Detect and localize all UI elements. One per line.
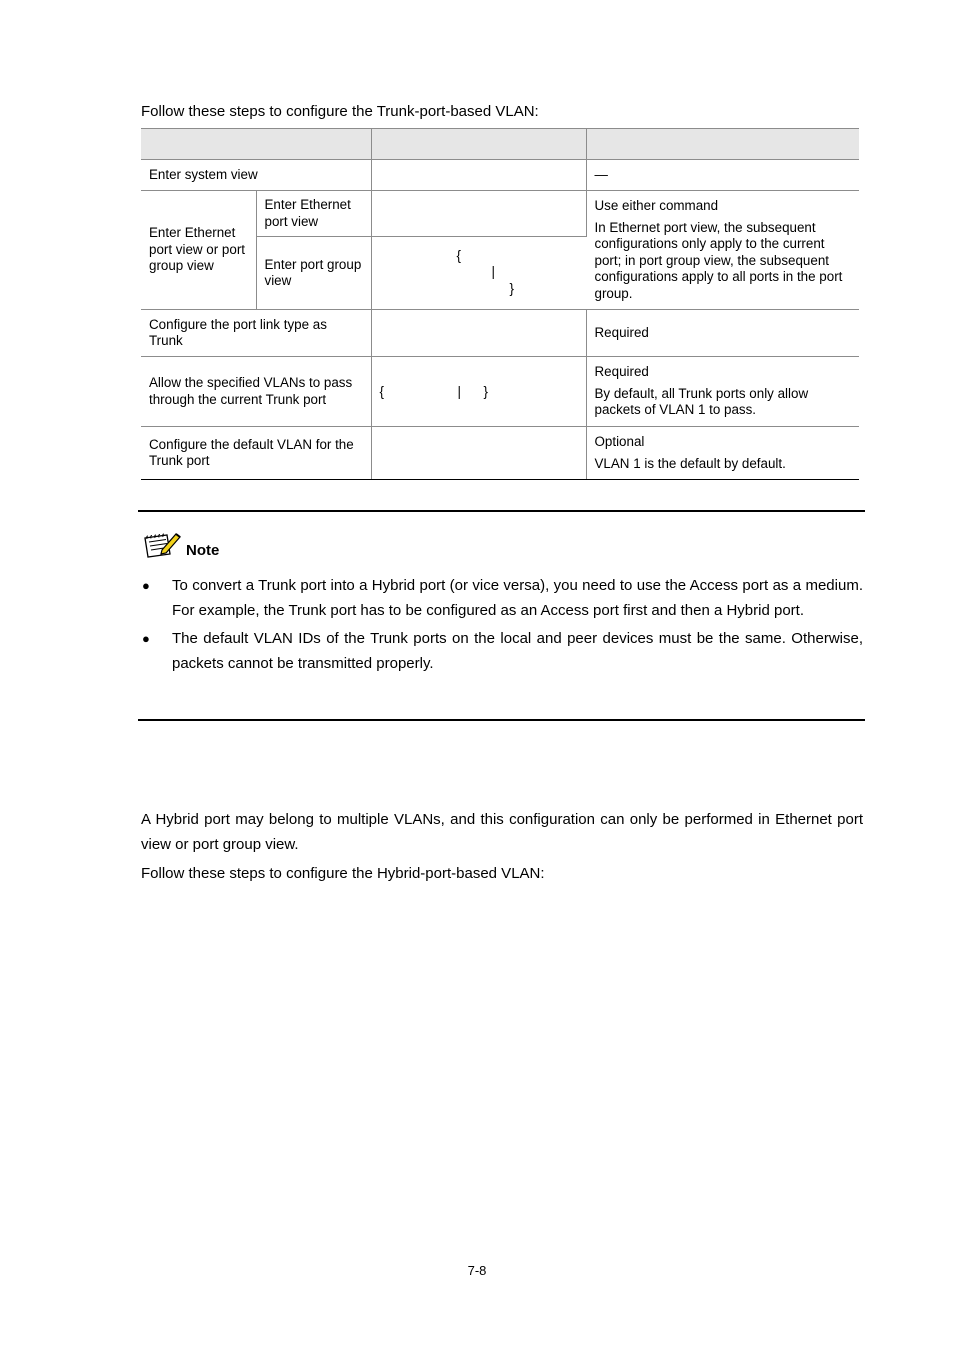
command-cell <box>371 191 586 237</box>
command-cell <box>371 427 586 480</box>
remark-cell: Required <box>586 310 859 357</box>
command-cell <box>371 160 586 191</box>
brace-close: } <box>509 281 514 296</box>
hybrid-paragraph: A Hybrid port may belong to multiple VLANs, and this configuration can only be performed in Ethernet port view or port group view. <box>141 811 863 853</box>
command-cell <box>371 237 586 310</box>
hybrid-intro: Follow these steps to configure the Hybrid-port-based VLAN: <box>141 865 545 882</box>
brace-open: { <box>456 248 461 263</box>
trunk-config-table <box>141 128 859 480</box>
pipe: | <box>457 384 461 399</box>
sub-operation-cell: Enter port group view <box>256 237 371 310</box>
brace-close: } <box>483 384 488 399</box>
page-number: 7-8 <box>467 1263 487 1278</box>
note-text: To convert a Trunk port into a Hybrid port (or vice versa), you need to use the Access port as a medium. For example, the Trunk port has to be configured as an Access port first and then a Hybrid port. <box>172 577 863 619</box>
table-row <box>141 310 859 357</box>
remark-cell: — <box>586 160 859 191</box>
remark-line: Optional <box>594 434 645 449</box>
remark-line: By default, all Trunk ports only allow packets of VLAN 1 to pass. <box>594 385 809 418</box>
table-row <box>141 160 859 191</box>
pipe: | <box>491 264 495 279</box>
remark-cell <box>586 357 859 427</box>
remark-cell <box>586 191 859 310</box>
operation-cell: Configure the default VLAN for the Trunk port <box>141 427 371 480</box>
note-text: The default VLAN IDs of the Trunk ports on the local and peer devices must be the same. Otherwise, packets cannot be transmitted properly. <box>172 630 863 672</box>
header-cell-remarks <box>586 129 859 160</box>
table-intro: Follow these steps to configure the Trunk-port-based VLAN: <box>141 103 539 120</box>
note-box <box>138 510 865 721</box>
bullet-icon: ● <box>142 631 150 646</box>
operation-cell: Configure the port link type as Trunk <box>141 310 371 357</box>
brace-open: { <box>379 384 384 399</box>
remark-line: In Ethernet port view, the subsequent configurations only apply to the current port; in port group view, the subsequent configurations apply to all ports in the port group. <box>594 219 843 301</box>
operation-cell: Enter Ethernet port view or port group view <box>141 191 256 310</box>
command-cell <box>371 357 586 427</box>
table-row <box>141 191 859 237</box>
list-item <box>138 573 863 623</box>
operation-cell: Allow the specified VLANs to pass through the current Trunk port <box>141 357 371 427</box>
table-row <box>141 357 859 427</box>
operation-cell: Enter system view <box>141 160 371 191</box>
remark-line: Use either command <box>594 198 719 213</box>
bullet-icon: ● <box>142 578 150 593</box>
table-row <box>141 427 859 480</box>
header-cell-command <box>371 129 586 160</box>
notepad-pencil-icon <box>142 530 182 558</box>
command-cell <box>371 310 586 357</box>
note-list <box>138 573 863 679</box>
note-title: Note <box>186 542 220 559</box>
table-header-row <box>141 129 859 160</box>
header-cell-operation <box>141 129 371 160</box>
list-item <box>138 626 863 676</box>
remark-cell <box>586 427 859 480</box>
sub-operation-cell: Enter Ethernet port view <box>256 191 371 237</box>
remark-line: VLAN 1 is the default by default. <box>594 455 786 471</box>
remark-line: Required <box>594 364 649 380</box>
